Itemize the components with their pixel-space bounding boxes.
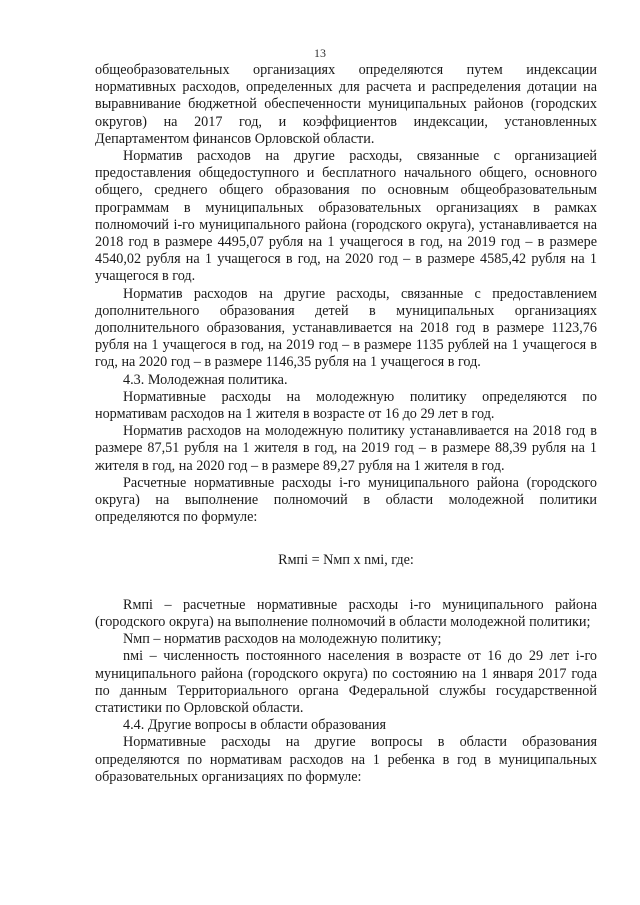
paragraph-nmp-definition: Nмп – норматив расходов на молодежную политику; [123, 631, 442, 648]
paragraph-indexation: общеобразовательных организациях определяются путем индексации нормативных расходов, определенных для расчета и распределения дотации на выравнивание бюджетной обеспеченности муниципальных районов (городских округов) на 2017 год, и коэффициентов индексации, установленных Департаментом финансов Орловской области. [95, 62, 597, 147]
section-heading-other-education: 4.4. Другие вопросы в области образования [123, 717, 387, 734]
paragraph-additional-education-norm: Норматив расходов на другие расходы, связанные с предоставлением дополнительного образования детей в муниципальных организациях дополнительного образования, устанавливается на 2018 год в размере 1123,76 рубля на 1 учащегося в год, на 2019 год – в размере 1135 рублей на 1 учащегося в год, на 2020 год – в размере 1146,35 рубля на 1 учащегося в год. [95, 285, 597, 371]
paragraph-nmi-definition: nмi – численность постоянного населения в возрасте от 16 до 29 лет i-го муниципального района (городского округа) по состоянию на 1 января 2017 года по данным Территориального органа Федеральной службы государственной статистики по Орловской области. [95, 648, 597, 716]
page-number: 13 [314, 46, 326, 60]
section-heading-youth-policy: 4.3. Молодежная политика. [123, 371, 288, 388]
paragraph-general-education-norm: Норматив расходов на другие расходы, связанные с организацией предоставления общедоступного и бесплатного начального общего, основного общего, среднего общего образования по основным общеобразовательным программам в муниципальных образовательных организациях в рамках полномочий i-го муниципального района (городского округа), устанавливается на 2018 год в размере 4495,07 рубля на 1 учащегося в год, на 2019 год – в размере 4540,02 рубля на 1 учащегося в год, на 2020 год – в размере 4585,42 рубля на 1 учащегося в год. [95, 148, 597, 285]
paragraph-youth-policy-definition: Нормативные расходы на молодежную политику определяются по нормативам расходов на 1 жителя в возрасте от 16 до 29 лет в год. [95, 388, 597, 423]
formula-youth-policy: Rмпi = Nмп х nмi, где: [278, 552, 414, 569]
paragraph-other-education: Нормативные расходы на другие вопросы в области образования определяются по нормативам расходов на 1 ребенка в год в муниципальных образовательных организациях по формуле: [95, 734, 597, 785]
paragraph-youth-policy-norm: Норматив расходов на молодежную политику устанавливается на 2018 год в размере 87,51 рубля на 1 жителя в год, на 2019 год – в размере 88,39 рубля на 1 жителя в год, на 2020 год – в размере 89,27 рубля на 1 жителя в год. [95, 423, 597, 474]
paragraph-youth-policy-formula-intro: Расчетные нормативные расходы i-го муниципального района (городского округа) на выполнение полномочий в области молодежной политики определяются по формуле: [95, 474, 597, 526]
document-body [95, 62, 597, 786]
paragraph-rmpi-definition: Rмпi – расчетные нормативные расходы i-го муниципального района (городского округа) на выполнение полномочий в области молодежной политики; [95, 596, 597, 630]
